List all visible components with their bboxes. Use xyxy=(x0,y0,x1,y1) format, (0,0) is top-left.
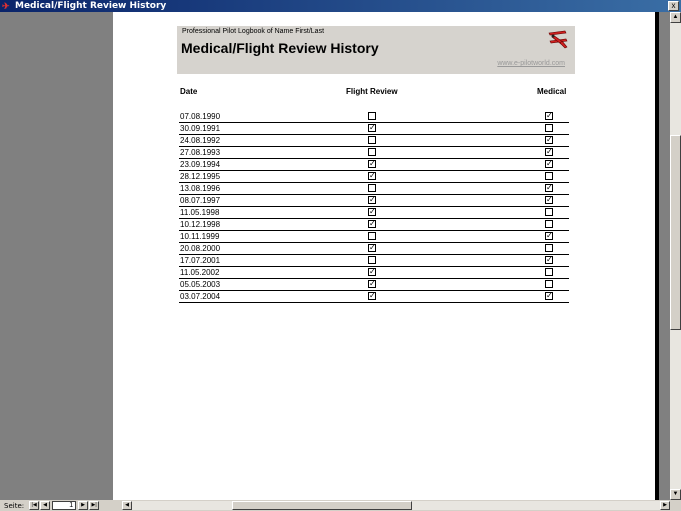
flight-review-checkbox xyxy=(368,256,376,264)
row-date: 08.07.1997 xyxy=(180,196,221,205)
scroll-down-icon[interactable]: ▼ xyxy=(670,489,681,500)
review-table xyxy=(179,111,569,303)
last-page-icon[interactable]: ▶| xyxy=(89,501,99,510)
first-page-icon[interactable]: |◀ xyxy=(29,501,39,510)
table-row xyxy=(179,219,569,231)
flight-review-checkbox-checked: ✓ xyxy=(369,279,376,288)
row-date: 11.05.2002 xyxy=(180,268,220,277)
table-row xyxy=(179,111,569,123)
medical-checkbox-checked: ✓ xyxy=(546,231,553,240)
page-number-input[interactable]: 1 xyxy=(52,501,76,510)
flight-review-checkbox-checked: ✓ xyxy=(369,159,376,168)
report-subtitle: Professional Pilot Logbook of Name First/Last xyxy=(182,28,325,35)
page-shadow xyxy=(655,12,659,500)
row-date: 27.08.1993 xyxy=(180,148,221,157)
status-bar xyxy=(0,500,681,511)
row-date: 20.08.2000 xyxy=(180,244,221,253)
table-row xyxy=(179,291,569,303)
report-viewport xyxy=(0,12,670,500)
column-header-flight-review: Flight Review xyxy=(346,87,398,96)
table-row xyxy=(179,255,569,267)
vertical-scroll-thumb[interactable] xyxy=(670,135,681,330)
medical-checkbox-checked: ✓ xyxy=(546,195,553,204)
medical-checkbox-checked: ✓ xyxy=(546,135,553,144)
flight-review-checkbox-checked: ✓ xyxy=(369,291,376,300)
page-label: Seite: xyxy=(4,501,25,510)
report-header xyxy=(177,26,575,74)
window-title: Medical/Flight Review History xyxy=(15,1,167,11)
table-row xyxy=(179,159,569,171)
table-row xyxy=(179,207,569,219)
medical-checkbox xyxy=(545,280,553,288)
medical-checkbox-checked: ✓ xyxy=(546,159,553,168)
medical-checkbox xyxy=(545,208,553,216)
site-link[interactable]: www.e-pilotworld.com xyxy=(497,60,565,67)
flight-review-checkbox-checked: ✓ xyxy=(369,267,376,276)
row-date: 28.12.1995 xyxy=(180,172,221,181)
biplane-icon xyxy=(547,29,569,49)
column-header-date: Date xyxy=(180,87,198,96)
table-row xyxy=(179,123,569,135)
flight-review-checkbox xyxy=(368,184,376,192)
scroll-right-icon[interactable]: ▶ xyxy=(660,501,670,510)
medical-checkbox xyxy=(545,244,553,252)
window-titlebar[interactable] xyxy=(0,0,681,12)
medical-checkbox xyxy=(545,268,553,276)
row-date: 10.11.1999 xyxy=(180,232,220,241)
table-row xyxy=(179,171,569,183)
horizontal-scroll-thumb[interactable] xyxy=(232,501,412,510)
table-row xyxy=(179,183,569,195)
table-row xyxy=(179,267,569,279)
report-title: Medical/Flight Review History xyxy=(181,40,379,56)
scroll-left-icon[interactable]: ◀ xyxy=(122,501,132,510)
report-page xyxy=(113,12,655,500)
horizontal-scrollbar[interactable] xyxy=(122,501,670,510)
row-date: 30.09.1991 xyxy=(180,124,221,133)
biplane-icon: ✈ xyxy=(2,1,10,11)
table-row xyxy=(179,243,569,255)
flight-review-checkbox xyxy=(368,112,376,120)
flight-review-checkbox-checked: ✓ xyxy=(369,243,376,252)
table-row xyxy=(179,279,569,291)
row-date: 13.08.1996 xyxy=(180,184,221,193)
vertical-scrollbar[interactable] xyxy=(670,12,681,500)
column-header-medical: Medical xyxy=(537,87,567,96)
medical-checkbox-checked: ✓ xyxy=(546,147,553,156)
row-date: 05.05.2003 xyxy=(180,280,221,289)
medical-checkbox xyxy=(545,172,553,180)
close-button[interactable]: x xyxy=(668,1,679,11)
flight-review-checkbox xyxy=(368,136,376,144)
table-row xyxy=(179,195,569,207)
row-date: 11.05.1998 xyxy=(180,208,220,217)
flight-review-checkbox-checked: ✓ xyxy=(369,219,376,228)
flight-review-checkbox-checked: ✓ xyxy=(369,123,376,132)
medical-checkbox-checked: ✓ xyxy=(546,291,553,300)
row-date: 23.09.1994 xyxy=(180,160,221,169)
flight-review-checkbox xyxy=(368,148,376,156)
scroll-up-icon[interactable]: ▲ xyxy=(670,12,681,23)
medical-checkbox-checked: ✓ xyxy=(546,111,553,120)
table-row xyxy=(179,147,569,159)
medical-checkbox xyxy=(545,124,553,132)
row-date: 10.12.1998 xyxy=(180,220,221,229)
row-date: 17.07.2001 xyxy=(180,256,221,265)
next-page-icon[interactable]: ▶ xyxy=(78,501,88,510)
flight-review-checkbox-checked: ✓ xyxy=(369,171,376,180)
table-row xyxy=(179,231,569,243)
row-date: 03.07.2004 xyxy=(180,292,221,301)
flight-review-checkbox-checked: ✓ xyxy=(369,195,376,204)
row-date: 07.08.1990 xyxy=(180,112,221,121)
flight-review-checkbox xyxy=(368,232,376,240)
table-row xyxy=(179,135,569,147)
medical-checkbox-checked: ✓ xyxy=(546,183,553,192)
row-date: 24.08.1992 xyxy=(180,136,221,145)
medical-checkbox xyxy=(545,220,553,228)
flight-review-checkbox-checked: ✓ xyxy=(369,207,376,216)
prev-page-icon[interactable]: ◀ xyxy=(40,501,50,510)
medical-checkbox-checked: ✓ xyxy=(546,255,553,264)
